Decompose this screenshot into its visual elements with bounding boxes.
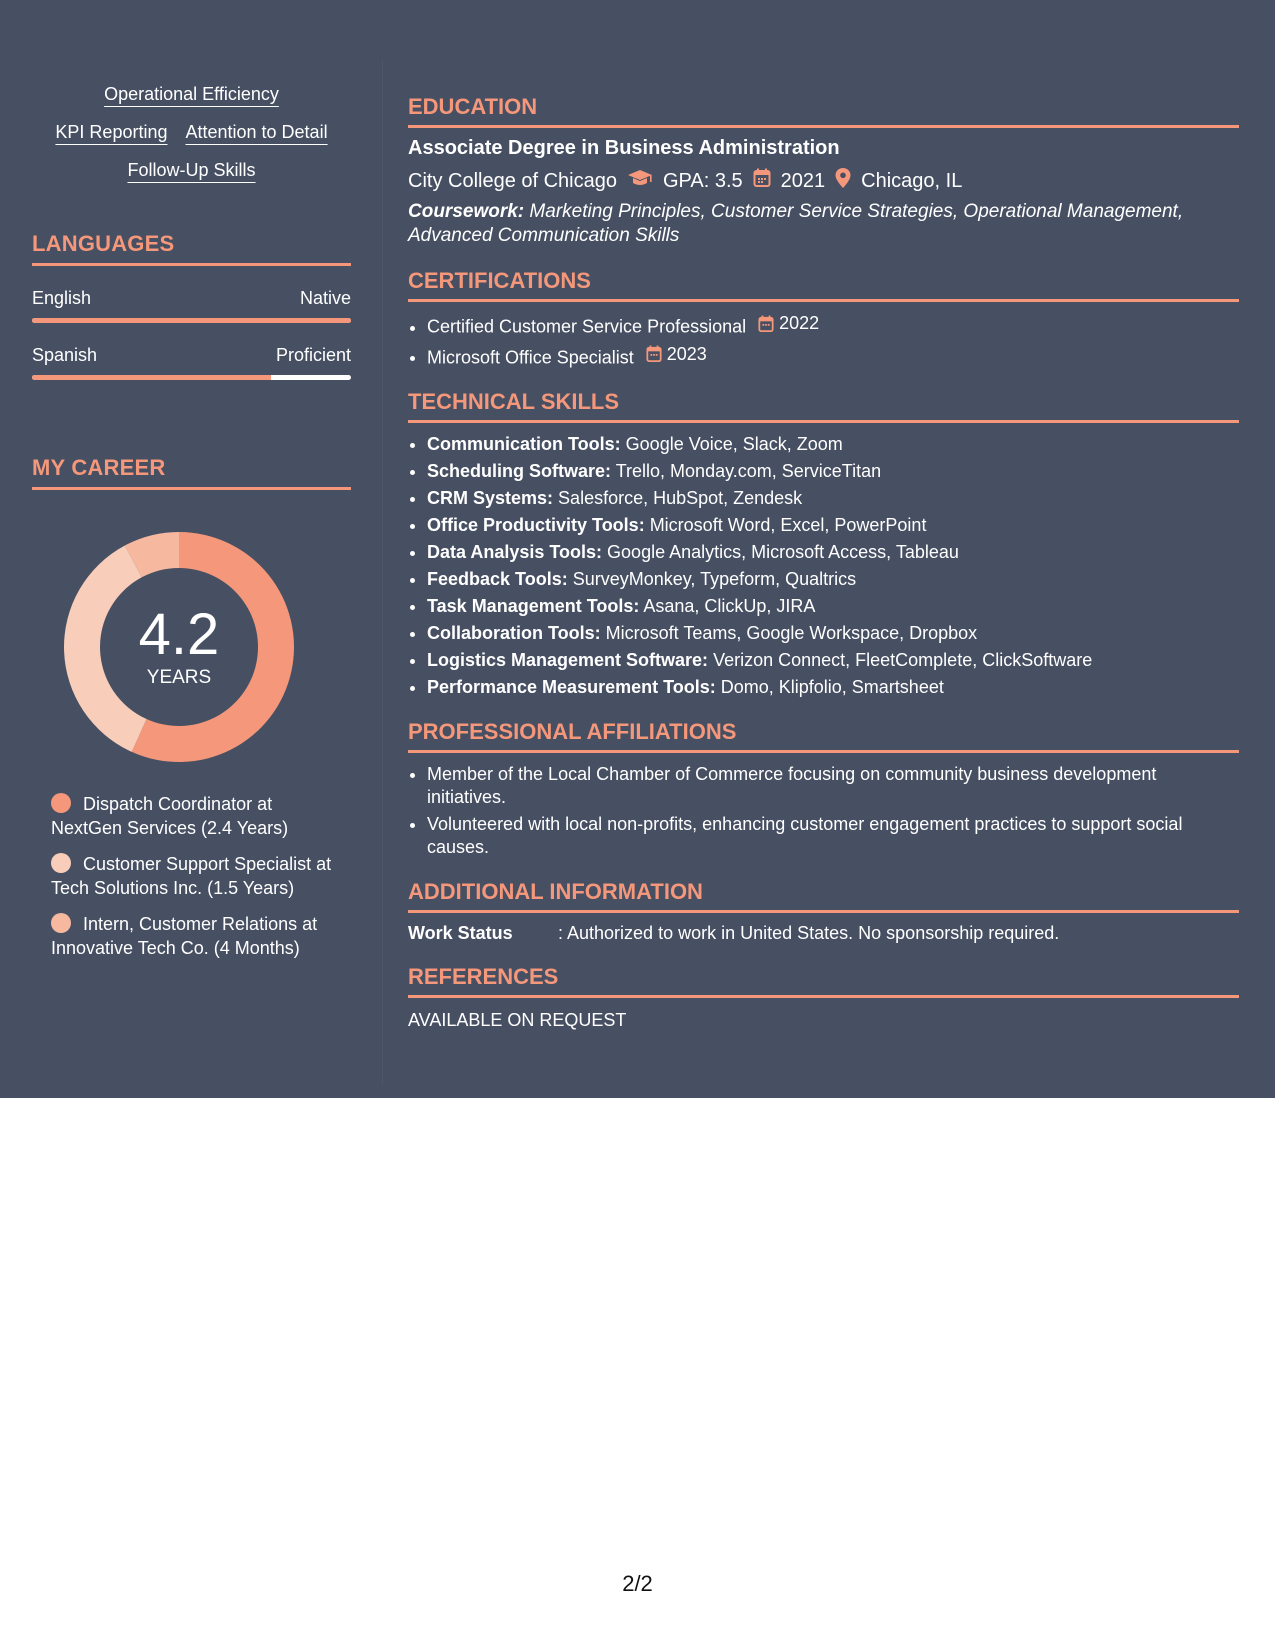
- references-text: AVAILABLE ON REQUEST: [408, 1010, 627, 1030]
- language-item: [32, 345, 351, 380]
- language-proficiency-fill: [32, 318, 351, 323]
- tech-skill-item: [427, 514, 1239, 537]
- career-total-years: 4.2: [138, 602, 220, 667]
- page-number: 2/2: [622, 1571, 653, 1596]
- career-legend-label: Intern, Customer Relations at Innovative Tech Co. (4 Months): [51, 914, 318, 958]
- language-proficiency-bar: [32, 375, 351, 380]
- certification-date: [758, 312, 819, 335]
- calendar-icon: [646, 345, 662, 363]
- skills-tags: [32, 84, 351, 181]
- skill-tag: Follow-Up Skills: [127, 160, 256, 180]
- career-legend-item: [51, 912, 341, 960]
- tech-skill-category: Office Productivity Tools:: [427, 515, 645, 535]
- legend-dot-icon: [51, 793, 71, 813]
- tech-skill-item: [427, 568, 1239, 591]
- gpa: GPA: 3.5: [663, 169, 743, 192]
- language-name: Spanish: [32, 345, 98, 365]
- calendar-icon: [758, 315, 774, 333]
- certification-year: 2023: [666, 343, 707, 364]
- language-name: English: [32, 288, 92, 308]
- column-divider: [382, 60, 383, 1085]
- certifications-heading: CERTIFICATIONS: [408, 268, 1239, 302]
- references-heading: REFERENCES: [408, 964, 1239, 998]
- degree-title: Associate Degree in Business Administration: [408, 137, 840, 159]
- affiliations-heading: PROFESSIONAL AFFILIATIONS: [408, 719, 1239, 753]
- work-status-label: Work Status: [408, 923, 513, 943]
- certification-year: 2022: [779, 313, 820, 333]
- tech-skill-tools: Verizon Connect, FleetComplete, ClickSoftware: [708, 650, 1093, 670]
- left-column: [32, 84, 351, 972]
- language-item: [32, 288, 351, 323]
- tech-skill-item: [427, 541, 1239, 564]
- affiliation-item: • Member of the Local Chamber of Commerce focusing on community business development initiatives.: [427, 763, 1239, 809]
- coursework-label: Coursework:: [408, 201, 525, 222]
- tech-skill-category: Performance Measurement Tools:: [427, 677, 716, 697]
- education-meta: [408, 168, 1239, 194]
- certifications-list: [408, 312, 1239, 369]
- tech-skill-category: Collaboration Tools:: [427, 623, 601, 643]
- tech-skill-tools: SurveyMonkey, Typeform, Qualtrics: [567, 569, 857, 589]
- tech-skill-item: [427, 622, 1239, 645]
- tech-skill-tools: Asana, ClickUp, JIRA: [639, 596, 816, 616]
- tech-skill-category: Task Management Tools:: [427, 596, 640, 616]
- tech-skill-tools: Salesforce, HubSpot, Zendesk: [553, 488, 803, 508]
- tech-skill-category: CRM Systems:: [427, 488, 554, 508]
- career-legend-label: Dispatch Coordinator at NextGen Services (2.4 Years): [51, 794, 289, 838]
- tech-skill-item: [427, 460, 1239, 483]
- career-legend-item: [51, 792, 341, 840]
- tech-skill-item: [427, 595, 1239, 618]
- skills-row-2: [32, 122, 351, 143]
- tech-skill-item: [427, 433, 1239, 456]
- tech-skill-item: [427, 487, 1239, 510]
- calendar-icon: [753, 168, 771, 194]
- location-pin-icon: [835, 168, 851, 194]
- work-status-row: [408, 923, 1239, 944]
- tech-skill-category: Logistics Management Software:: [427, 650, 709, 670]
- tech-skill-category: Scheduling Software:: [427, 461, 612, 481]
- certification-name: Certified Customer Service Professional: [427, 316, 747, 337]
- legend-dot-icon: [51, 913, 71, 933]
- tech-skill-item: [427, 676, 1239, 699]
- donut-center: [64, 532, 294, 762]
- affiliations-list: [408, 763, 1239, 859]
- tech-skill-category: Communication Tools:: [427, 434, 621, 454]
- legend-dot-icon: [51, 853, 71, 873]
- tech-skill-category: Data Analysis Tools:: [427, 542, 603, 562]
- tech-skill-tools: Microsoft Word, Excel, PowerPoint: [644, 515, 927, 535]
- skills-row-1: [32, 84, 351, 105]
- tech-skill-tools: Google Voice, Slack, Zoom: [620, 434, 843, 454]
- language-level: Proficient: [275, 345, 351, 365]
- tech-skill-tools: Microsoft Teams, Google Workspace, Dropbox: [600, 623, 978, 643]
- graduation-year: 2021: [780, 169, 826, 192]
- skill-tag: KPI Reporting: [55, 122, 168, 142]
- tech-skill-tools: Google Analytics, Microsoft Access, Tableau: [602, 542, 959, 562]
- career-legend: [51, 792, 351, 960]
- languages-heading: LANGUAGES: [32, 231, 351, 266]
- technical-skills-list: [408, 433, 1239, 699]
- skill-tag: Operational Efficiency: [104, 84, 279, 104]
- certification-item: [427, 312, 1239, 339]
- coursework-list: Marketing Principles, Customer Service Strategies, Operational Management, Advanced Communication Skills: [408, 201, 1184, 246]
- language-proficiency-bar: [32, 318, 351, 323]
- language-proficiency-fill: [32, 375, 271, 380]
- certification-name: Microsoft Office Specialist: [427, 347, 634, 367]
- career-donut-chart: [64, 532, 294, 762]
- school-location: Chicago, IL: [861, 169, 963, 192]
- coursework: [408, 200, 1239, 248]
- right-column: [408, 94, 1239, 1031]
- education-heading: EDUCATION: [408, 94, 1239, 128]
- skills-row-3: [32, 160, 351, 181]
- language-row: [32, 288, 351, 309]
- skill-tag: Attention to Detail: [185, 122, 328, 142]
- certification-date: [646, 343, 707, 366]
- tech-skill-category: Feedback Tools:: [427, 569, 568, 589]
- tech-skill-tools: Domo, Klipfolio, Smartsheet: [715, 677, 944, 697]
- language-level: Native: [299, 288, 351, 308]
- career-legend-item: [51, 852, 341, 900]
- career-heading: MY CAREER: [32, 455, 351, 490]
- work-status-value: : Authorized to work in United States. No sponsorship required.: [558, 923, 1060, 943]
- affiliation-item: • Volunteered with local non-profits, enhancing customer engagement practices to support social causes.: [427, 813, 1239, 859]
- tech-skill-tools: Trello, Monday.com, ServiceTitan: [611, 461, 882, 481]
- career-legend-label: Customer Support Specialist at Tech Solutions Inc. (1.5 Years): [51, 854, 332, 898]
- tech-skill-item: [427, 649, 1239, 672]
- technical-skills-heading: TECHNICAL SKILLS: [408, 389, 1239, 423]
- additional-info-heading: ADDITIONAL INFORMATION: [408, 879, 1239, 913]
- graduation-cap-icon: [627, 169, 653, 193]
- language-row: [32, 345, 351, 366]
- school-name: City College of Chicago: [408, 169, 617, 192]
- certification-item: [427, 343, 1239, 370]
- career-years-unit: YEARS: [146, 667, 212, 688]
